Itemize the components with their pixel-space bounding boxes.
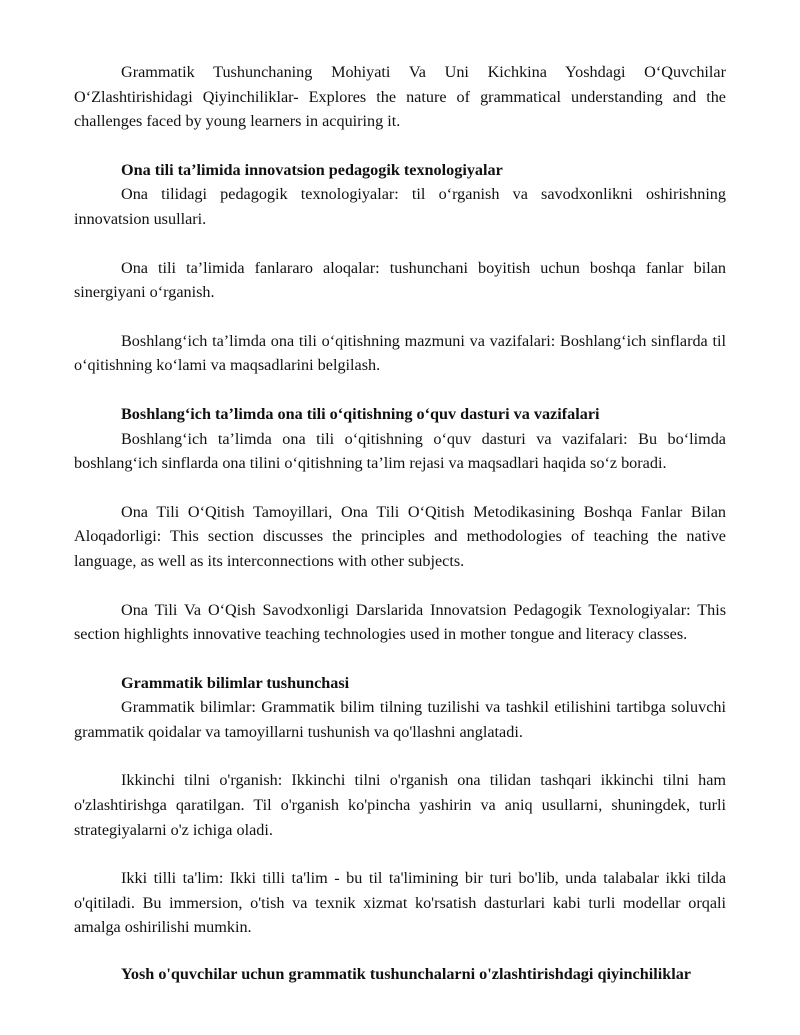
heading-innovative-technologies: Ona tili ta’limida innovatsion pedagogik texnologiyalar (121, 160, 503, 179)
paragraph-literacy-technologies: Ona Tili Va O‘Qish Savodxonligi Darslarida Innovatsion Pedagogik Texnologiyalar: This section highlights innovative teaching technologies used in mother tongue and literacy classes. (74, 600, 726, 644)
paragraph-bilingual-education: Ikki tilli ta'lim: Ikki tilli ta'lim - bu til ta'limining bir turi bo'lib, unda talabalar ikki tilda o'qitiladi. Bu immersion, o'tish va texnik xizmat ko'rsatish dasturlari kabi turli modellar orqali amalga oshirilishi mumkin. (74, 869, 726, 937)
heading-grammatical-knowledge: Grammatik bilimlar tushunchasi (121, 673, 350, 692)
heading-young-learners-difficulties: Yosh o'quvchilar uchun grammatik tushunchalarni o'zlashtirishdagi qiyinchiliklar (121, 965, 691, 984)
paragraph-teaching-principles: Ona Tili O‘Qitish Tamoyillari, Ona Tili O‘Qitish Metodikasining Boshqa Fanlar Bilan Aloqadorligi: This section discusses the principles and methodologies of teaching the native language, as well as its interconnections with other subjects. (74, 502, 726, 570)
paragraph-intro: Grammatik Tushunchaning Mohiyati Va Uni Kichkina Yoshdagi O‘Quvchilar O‘Zlashtirishidagi Qiyinchiliklar- Explores the nature of grammatical understanding and the challenges faced by young learners in acquiring it. (74, 63, 726, 131)
document-page (74, 60, 726, 987)
paragraph-content-and-tasks: Boshlang‘ich ta’limda ona tili o‘qitishning mazmuni va vazifalari: Boshlang‘ich sinflarda til o‘qitishning ko‘lami va maqsadlarini belgilash. (74, 331, 726, 375)
paragraph-grammatical-knowledge: Grammatik bilimlar: Grammatik bilim tilning tuzilishi va tashkil etilishini tartibga soluvchi grammatik qoidalar va tamoyillarni tushunish va qo'llashni anglatadi. (74, 698, 726, 741)
paragraph-curriculum: Boshlang‘ich ta’limda ona tili o‘qitishning o‘quv dasturi va vazifalari: Bu bo‘limda boshlang‘ich sinflarda ona tilini o‘qitishning ta’lim rejasi va maqsadlari haqida so‘z boradi. (74, 429, 726, 473)
paragraph-interdisciplinary-links: Ona tili ta’limida fanlararo aloqalar: tushunchani boyitish uchun boshqa fanlar bilan sinergiyani o‘rganish. (74, 258, 726, 302)
heading-curriculum-and-tasks: Boshlang‘ich ta’limda ona tili o‘qitishning o‘quv dasturi va vazifalari (121, 404, 600, 423)
paragraph-pedagogical-technologies: Ona tilidagi pedagogik texnologiyalar: til o‘rganish va savodxonlikni oshirishning innovatsion usullari. (74, 185, 726, 228)
paragraph-second-language: Ikkinchi tilni o'rganish: Ikkinchi tilni o'rganish ona tilidan tashqari ikkinchi tilni ham o'zlashtirishga qaratilgan. Til o'rganish ko'pincha yashirin va aniq usullarni, shuningdek, turli strategiyalarni o'z ichiga oladi. (74, 771, 726, 839)
